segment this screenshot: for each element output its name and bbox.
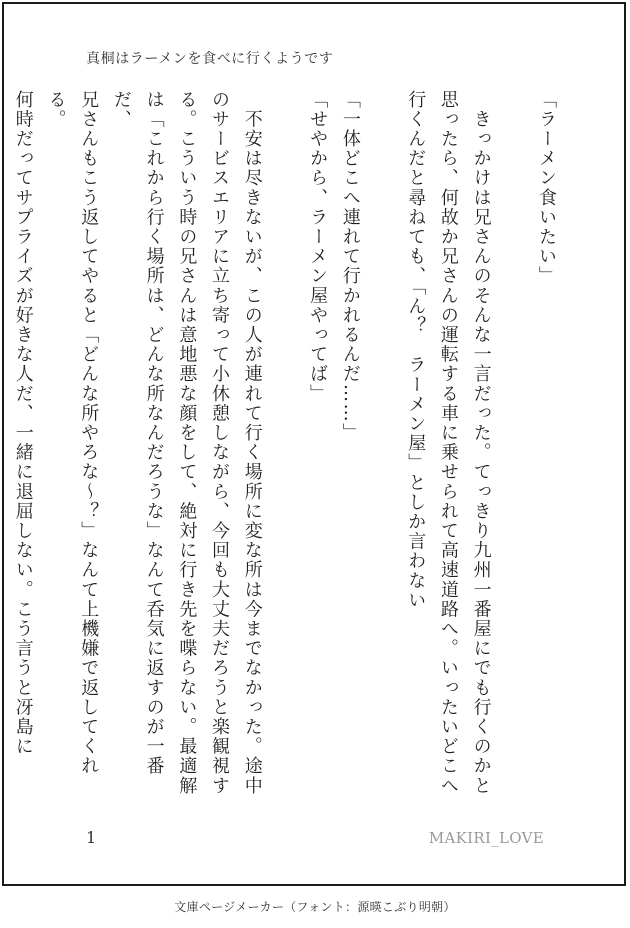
- page-frame: [2, 2, 626, 886]
- text-line: きっかけは兄さんのそんな一言だった。てっきり九州一番屋にでも行くのかと: [470, 90, 492, 796]
- page-header-title: 真桐はラーメンを食べに行くようです: [86, 51, 334, 67]
- text-line: 不安は尽きないが、この人が連れて行く場所に変な所は今までなかった。途中: [241, 90, 263, 796]
- blank-line: [366, 90, 399, 812]
- text-line: 何時だってサプライズが好きな人だ、一緒に退屈しない。こう言うと冴島に: [12, 90, 34, 757]
- text-line: 行くんだと尋ねても、「ん？ ラーメン屋」としか言わない: [405, 90, 427, 611]
- text-line: る。こういう時の兄さんは意地悪な顔をして、絶対に行き先を喋らない。最適解: [176, 90, 198, 796]
- text-line: は「これから行く場所は、どんな所なんだろうな」なんて呑気に返すのが一番だ、: [110, 90, 165, 776]
- text-line: 「一体どこへ連れて行かれるんだ……」: [339, 90, 361, 443]
- body-text: [12, 90, 562, 812]
- text-line: のサービスエリアに立ち寄って小休憩しながら、今回も大丈夫だろうと楽観視す: [209, 90, 231, 796]
- text-line: 「せやから、ラーメン屋やってば」: [307, 90, 329, 404]
- text-line: 「ラーメン食いたい」: [536, 90, 557, 286]
- author-name: MAKIRI_LOVE: [428, 829, 544, 847]
- blank-line: [268, 90, 301, 812]
- app-credit: 文庫ページメーカー（フォント：源暎こぶり明朝）: [174, 900, 456, 914]
- blank-line: [497, 90, 530, 812]
- page-number: 1: [86, 828, 97, 847]
- text-line: 兄さんもこう返してやると「どんな所やろな〜？」なんて上機嫌で返してくれる。: [45, 90, 100, 776]
- text-line: 思ったら、何故か兄さんの運転する車に乗せられて高速道路へ。いったいどこへ: [437, 90, 459, 796]
